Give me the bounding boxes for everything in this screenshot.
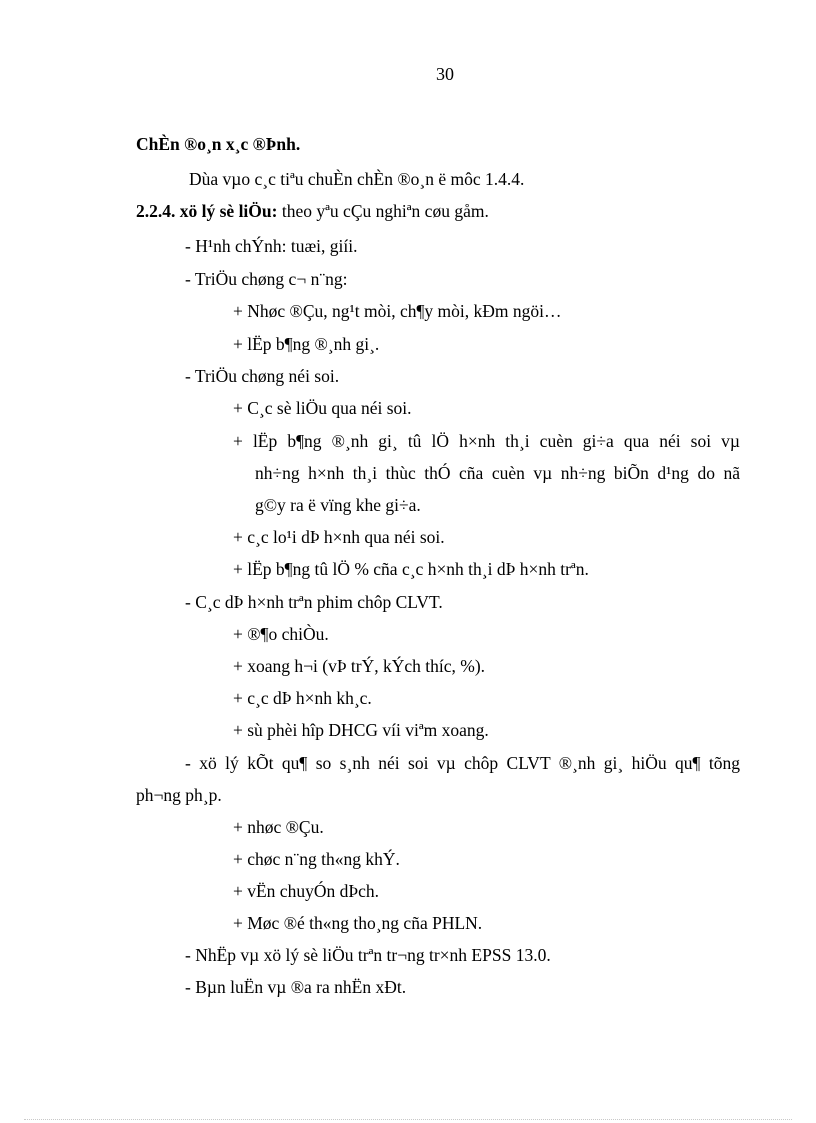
sub-list-item: + c¸c lo¹i dÞ h×nh qua néi soi.: [233, 527, 445, 547]
sub-list-item: + vËn chuyÓn dÞch.: [233, 881, 379, 901]
paragraph-continuation: g©y ra ë vïng khe gi÷a.: [255, 495, 421, 515]
page-number: 30: [436, 64, 454, 84]
list-item: - H¹nh chÝnh: tuæi, giíi.: [185, 236, 358, 256]
paragraph-continuation: ph¬ng ph¸p.: [136, 785, 222, 805]
section-heading-line: [136, 200, 489, 222]
section-heading-number: 2.2.4. xö lý sè liÖu:: [136, 201, 278, 221]
list-item: - C¸c dÞ h×nh trªn phim chôp CLVT.: [185, 592, 443, 612]
sub-list-item: + lËp b¶ng tû lÖ % cña c¸c h×nh th¸i dÞ h×nh trªn.: [233, 559, 589, 579]
list-item: - TriÖu chøng néi soi.: [185, 366, 340, 386]
sub-list-item: + lËp b¶ng ®¸nh gi¸.: [233, 334, 380, 354]
list-item: - NhËp vµ xö lý sè liÖu trªn tr¬ng tr×nh EPSS 13.0.: [185, 945, 551, 965]
list-item: - Bµn luËn vµ ®a ra nhËn xÐt.: [185, 977, 407, 997]
sub-list-item: + xoang h¬i (vÞ trÝ, kÝch thíc, %).: [233, 656, 486, 676]
paragraph-continuation: nh÷ng h×nh th¸i thùc thÓ cña cuèn vµ nh÷ng biÕn d¹ng do nã: [255, 463, 740, 483]
paragraph-line: Dùa vµo c¸c tiªu chuÈn chÈn ®o¸n ë môc 1.4.4.: [189, 169, 525, 189]
sub-list-item: + c¸c dÞ h×nh kh¸c.: [233, 688, 372, 708]
sub-list-item: + ®¶o chiÒu.: [233, 624, 329, 644]
sub-list-item: + lËp b¶ng ®¸nh gi¸ tû lÖ h×nh th¸i cuèn gi÷a qua néi soi vµ: [233, 431, 740, 451]
sub-list-item: + nhøc ®Çu.: [233, 817, 324, 837]
diagnosis-heading: ChÈn ®o¸n x¸c ®Þnh.: [136, 134, 301, 154]
list-item: - xö lý kÕt qu¶ so s¸nh néi soi vµ chôp CLVT ®¸nh gi¸ hiÖu qu¶ tõng: [185, 753, 740, 773]
sub-list-item: + Nhøc ®Çu, ng¹t mòi, ch¶y mòi, kÐm ngöi…: [233, 301, 562, 321]
sub-list-item: + C¸c sè liÖu qua néi soi.: [233, 398, 412, 418]
page-bottom-border: [24, 1119, 792, 1120]
sub-list-item: + chøc n¨ng th«ng khÝ.: [233, 849, 400, 869]
sub-list-item: + sù phèi hîp DHCG víi viªm xoang.: [233, 720, 489, 740]
sub-list-item: + Møc ®é th«ng tho¸ng cña PHLN.: [233, 913, 483, 933]
section-heading-text: theo yªu cÇu nghiªn cøu gåm.: [277, 201, 489, 221]
list-item: - TriÖu chøng c¬ n¨ng:: [185, 269, 348, 289]
